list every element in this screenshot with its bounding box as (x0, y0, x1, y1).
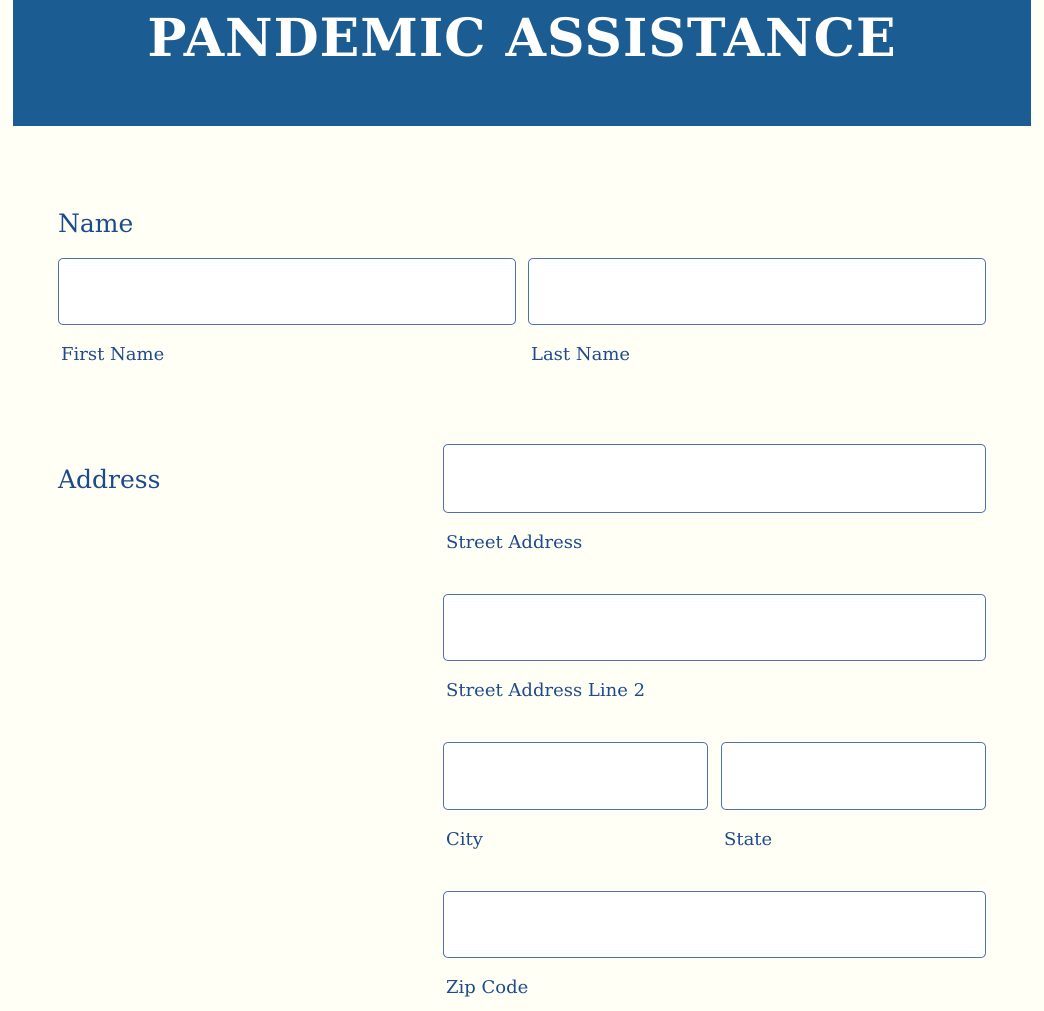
form-header (13, 0, 1031, 126)
last-name-input[interactable] (528, 258, 986, 325)
form-title: PANDEMIC ASSISTANCE (147, 8, 897, 69)
city-input[interactable] (443, 742, 708, 810)
address-section-label: Address (58, 465, 161, 494)
street-address-line2-input[interactable] (443, 594, 986, 661)
zip-code-sublabel: Zip Code (446, 977, 529, 998)
zip-code-input[interactable] (443, 891, 986, 958)
street-address-input[interactable] (443, 444, 986, 513)
first-name-input[interactable] (58, 258, 516, 325)
last-name-sublabel: Last Name (531, 344, 631, 365)
name-section-label: Name (58, 209, 134, 238)
street-address-sublabel: Street Address (446, 532, 583, 553)
first-name-sublabel: First Name (61, 344, 165, 365)
state-input[interactable] (721, 742, 986, 810)
city-sublabel: City (446, 829, 483, 850)
street-address-line2-sublabel: Street Address Line 2 (446, 680, 646, 701)
state-sublabel: State (724, 829, 773, 850)
